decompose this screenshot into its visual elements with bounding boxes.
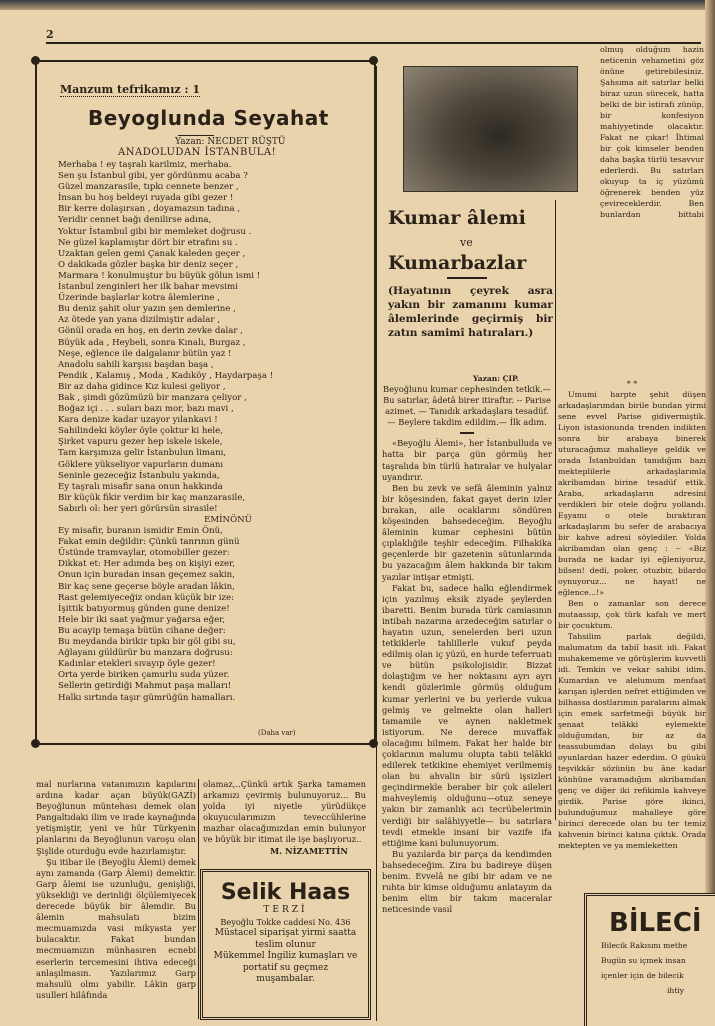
ad-line: ihtiy [667, 986, 685, 995]
poem-line: Ey taşralı misafir sana onun hakkında [58, 481, 223, 492]
article-paragraph: Bu yazılarda bir parça da kendimden bahsedeceğim. Zira bu badireye düşen benim. Evvelâ ne gibi bir adam ve ne ruhta bir kimse olduğumu anlatayım da benim elim bir takım maceralar neticesinde vasıl [382, 848, 552, 915]
poem-line: Dikkat et: Her adımda beş on kişiyi ezer, [58, 559, 236, 570]
article-column-1 [382, 384, 552, 915]
article-paragraph: Ben o zamanlar son derece mutaassıp, çok türk kafalı ve mert bir çocuktum. [558, 599, 706, 630]
poem-line: İnsan bu hoş beldeyi ruyada gibi gezer ! [58, 193, 234, 204]
title-ornament [178, 135, 214, 136]
poem-line: Yoktur İstambul gibi bir memleket doğrusu . [58, 226, 252, 237]
poem-line: Gönül orada en hoş, en derin zevke dalar , [58, 326, 243, 337]
poem-line: Kadınlar etekleri sıvayıp öyle gezer! [58, 659, 216, 670]
column-rule [376, 66, 377, 1021]
article-column-2 [558, 220, 706, 851]
poem-line: Bu deniz şahit olur yazın şen demlerine , [58, 304, 236, 315]
poem-line: Ne güzel kaplamıştır dört bir etrafını su . [58, 237, 238, 248]
article-paragraph: «Beyoğlu Âlemi», her İstanbulluda ve hatta bir parça gün görmüş her taşralıda bin türlü hatıralar ve hulyalar uyandırır. [382, 438, 552, 482]
poem-line: Bir küçük fikir verdim bir kaç manzarasile, [58, 492, 246, 503]
poem-line: Bu meydanda birikir tıpkı bir göl gibi su, [58, 637, 236, 648]
editorial-column-1 [36, 779, 196, 1001]
page-number: 2 [46, 28, 54, 41]
article-subtitle: (Hayatının çeyrek asra yakın bir zamanını kumar âlemlerinde geçirmiş bir zatın samimî hatıraları.) [388, 285, 553, 339]
rosette-ornament [369, 56, 378, 65]
rosette-ornament [31, 56, 40, 65]
rosette-ornament [31, 739, 40, 748]
article-paragraph: Ben bu zevk ve sefâ âleminin yalnız bir köşesinden, fakat gayet derin izler bırakan, aile ocaklarını söndüren köşesinden bahsedeceğim. Beyoğlu âleminin kumar cephesini bütün çıplaklığile teşhir edeceğim. Filhakika geçenlerde bir gazetenin sütunlarında bu yazacağım âlem hakkında bir takım yazılar intişar etmişti. [382, 482, 552, 582]
poem-line: Bu acayip temaşa bütün cihane değer: [58, 625, 226, 636]
article-title: Kumarbazlar [388, 252, 527, 274]
gambling-scene-photo [403, 66, 578, 192]
editorial-signature: M. NİZAMETTİN [270, 845, 348, 856]
poem-line: Uzaktan gelen gemi Çanak kaleden geçer , [58, 248, 246, 259]
poem-line: Marmara ! konulmuştur bu büyük gölun ismi ! [58, 270, 261, 281]
poem-author: Yazan: NECDET RÜŞTÜ [175, 137, 286, 147]
article-title-conjunction: ve [460, 236, 473, 249]
poem-line: Sabırlı ol: her yeri görürsün sirasile! [58, 503, 218, 514]
ad-trade: TERZİ [263, 905, 308, 915]
column-rule [198, 779, 199, 1019]
article-paragraph: Tahsilim parlak değildi, malumatım da tabiî basit idi. Fakat muhakememe ve görüşlerim kuvvetli idi. Temkin ve vekar sahibi idim. Kumardan ve alelumum menfaat karışan işlerden nefret ettiğimden ve bilhassa dostlarımın paralarını almak için emek sarfetmeği büyük bir şenaat telâkki eylemekte olduğumdan, bir az da teassubumdan dolayı bu gibi oyunlardan hazer ederdim. O güukü teşvikkâr sözünün bu âne kadar künhüne varamadığım akribamdan genç ve diğer iki refikimla kahveye girdik. Parise göre ikinci, bulunduğumuz mahalleye göre birinci derecede olan bu ter temiz kahvenin birinci katına çıktık. Orada mektepten ve ya memleketten [558, 632, 706, 850]
poem-line: Bir az daha gidince Kız kulesi geliyor , [58, 381, 226, 392]
poem-body [58, 160, 358, 704]
poem-line: Orta yerde biriken çamurlu suda yüzer. [58, 670, 230, 681]
article-summary: Beyoğlunu kumar cephesinden tetkik.— Bu satırlar, âdetâ birer itiraftır. -- Parise azimet. — Tanıdık arkadaşlara tesadüf. — Beylere takdim edildim.— İlk adım. [383, 384, 551, 428]
poem-line: Yeridir cennet bağı denilirse adına, [58, 215, 212, 226]
poem-line: Anadolu sahili karşısı başdan başa , [58, 359, 214, 370]
poem-line: Göklere yükseliyor vapurların dumanı [58, 459, 224, 470]
continued-note: (Daha var) [258, 729, 296, 737]
poem-title: Beyoglunda Seyahat [88, 106, 329, 130]
editorial-column-2 [203, 779, 366, 857]
ad-line: Bugün su içmek insan [601, 956, 686, 965]
title-rule [447, 277, 487, 279]
serial-label: Manzum tefrikamız : 1 [60, 83, 200, 96]
ad-line: içenler için de bilecik [601, 971, 684, 980]
poem-line: Halkı sırtında taşır gümrüğün hamalları. [58, 692, 236, 703]
article-author: Yazan: ÇIP. [473, 374, 520, 383]
poem-line: Güzel manzarasile, tıpkı cennete benzer , [58, 182, 239, 193]
poem-line: Sellerin getirdiği Mahmut paşa malları! [58, 681, 232, 692]
poem-line: İstanbul zenginleri her ilk bahar mevsimi [58, 282, 238, 293]
poem-line: Bir kaç sene geçerse böyle aradan lâkin, [58, 581, 235, 592]
poem-line: Ağlayanı güldürür bu manzara doğrusu: [58, 648, 233, 659]
poem-line: Onun için buradan insan geçemez sakin, [58, 570, 235, 581]
poem-line: İşittik batıyormuş günden gune denize! [58, 603, 230, 614]
poem-line: Merhaba ! ey taşralı karilmiz, merhaba. [58, 160, 232, 170]
poem-line: Üzerinde başlarlar kotra âlemlerine , [58, 293, 220, 304]
poem-line: Sahilindeki köyler öyle çoktur ki hele, [58, 426, 224, 437]
poem-line: Boğaz içi . . . suları bazı mor, bazı mavi , [58, 404, 234, 415]
poem-line: Fakat emin değildir: Çünkü tanrının günü [58, 537, 240, 548]
poem-line: Pendik , Kalamış , Moda , Kadıköy , Haydarpaşa ! [58, 370, 274, 381]
poem-section-heading: EMİNÖNÜ [204, 515, 252, 525]
poem-line: Rast gelemiyeceğiz ondan küçük bir ize: [58, 592, 235, 603]
poem-line: Kara denize kadar uzayor yılankavi ! [58, 415, 218, 426]
article-title: Kumar âlemi [388, 207, 526, 229]
poem-line: Tam karşımıza gelir İstanbulun limanı, [58, 448, 227, 459]
editorial-paragraph: Şu itibar ile (Beyoğlu Âlemi) demek aynı zamanda (Garp Âlemi) demektir. Garp âlemi ise uzunluğu, genişliği, yüksekliği ve derinliği ölçülemiyecek derecede büyük bir âlemdir. Bu âlemin mahsulatı bizim mecmuamızda vasi mikyasta yer bulacaktır. Fakat bundan mecmuamızın münhasıren ecnebi eserlerin tercemesini ihtiva edeceği anlaşılmasın. Yazılarımız Garp mahsulü olmı yabilir. Lâkin garp usulleri hilâfında [36, 856, 196, 1000]
ad-line: Bilecik Rakısını methe [601, 941, 688, 950]
tailor-advertisement [200, 869, 371, 1020]
poem-frame-top-rule [35, 60, 374, 62]
poem-frame-bottom-rule [35, 743, 374, 745]
poem-line: Büyük ada , Heybeli, sonra Kınalı, Burgaz , [58, 337, 246, 348]
raki-advertisement [584, 893, 715, 1026]
poem-line: O dakikada gözler başka bir deniz seçer , [58, 259, 239, 270]
ad-address: Beyoğlu Tokke caddesi No. 436 [220, 916, 351, 927]
ad-brand-name: BİLECİ [609, 908, 702, 938]
poem-line: Az ötede yan yana dizilmiştir adalar , [58, 315, 220, 326]
editorial-paragraph: mal nurlarına vatanımızın kapılarını ardına kadar açan büyük(GAZİ) Beyoğlunun müntehası demek olan Pangaltıdaki ilim ve irade kaynağında yetişmiştir, yeni ve hür Türkyenin planlarını da Beyoğlunun varoşu olan Şişlide oturduğu evde hazırlamıştır. [36, 779, 196, 856]
article-paragraph: Fakat bu, sadece halkı eğlendirmek için yazılmış eksik ziyade şeylerden ibaretti. Benim burada türk camiasının intibah nazarına arzedeceğim satırlar o hayatın uzun, senelerden beri uzun tetkiklerle tahlillerle vukuf peyda edilmiş olan iç yüzü, en hurde teferruatı ve bütün psikolojisidir. Bizzat dolaştığım ve her noktasını ayrı ayrı kendi gözlerimle görmüş olduğum kumar yerlerini ve bu yerlerde vukua gelmiş ve gelmekte olan halleri tamamile ve aynen nakletmek istiyorum. Ne derece muvaffak olacağımı bilmem. Fakat her halde bir çoklarının malumu olupta tabii telâkki edilerek tetkikine ehemiyet verilmemiş olan bu ahvalin bir sürü işsizleri geçindirmekle beraber bir çok aileleri mahveylemiş olduğunu—otuz seneye yakın bir zamanlık acı tecrübelerimin verdiği bir salâhiyyetle— bu satırlara tevdi etmekle insani bir vazife ifa ettiğime kani bulunuyorum. [382, 582, 552, 848]
poem-line: Sen şu İstanbul gibi, yer gördünmu acaba ? [58, 171, 248, 182]
poem-line: Neşe, eğlence ile dalgalanır bütün yaz ! [58, 348, 232, 359]
ad-line: Müstacel siparişat yirmi saatta teslim olunur [214, 928, 357, 950]
poem-line: Bak , şimdi gözümüzü bir manzara çeliyor , [58, 392, 247, 403]
section-stars: * * [626, 379, 638, 388]
poem-line: Şirket vapuru gezer hep iskele iskele, [58, 437, 223, 448]
book-binding-shadow [0, 0, 715, 10]
poem-line: Seninle gezeceğiz İstanbulu yakında, [58, 470, 220, 481]
poem-subtitle: ANADOLUDAN İSTANBULA! [118, 147, 277, 158]
article-paragraph: Umumi harpte şehit düşen arkadaşlarımdan birile bundan yirmi sene evvel Parise gidivermiştik. Liyon istasionunda trenden indikten sonra bir arabaya binerek uturacağımız mahalleye geldik ve orada İstanbuldan tanıdığım bazı mekteplilerle arkadaşlarımla akribamdan birine tesadüf ettik. Araba, arkadaşların adresini verdikleri bir otele doğru yollandı. Eşyamı o otele bıraktıran arkadaşlarım bu sefer de arabacıya bir kahve adresi söylediler. Yolda akribamdan olan genç : -- «Biz burada ne kadar iyi eğleniyoruz, bilsen! dedi, poker, otuzbir, bilardo oynuyoruz... ne hayat! ne eğlence...!» [558, 390, 706, 597]
poem-line: Ey misafir, buranın ismidir Emin Önü, [58, 526, 223, 537]
poem-line: Hele bir iki saat yağmur yağarsa eğer, [58, 614, 226, 625]
section-rule [460, 432, 474, 434]
poem-line: Üstünde tramvaylar, otomobiller gezer: [58, 548, 230, 559]
poem-line: Bir kerre dolaşırsan , doyamazsın tadına , [58, 204, 241, 215]
ad-brand-name: Selik Haas [220, 880, 351, 905]
column-rule [555, 200, 556, 820]
editorial-paragraph: olamaz,..Çünkü artık Şarka tamamen arkamızı çevirmiş bulunuyoruz... Bu yolda iyi niyetle yürüdükçe okuyucularımızın teveccühlerine mazhar olacağımızdan emin bulunyor ve büyük bir itimat ile işe başlıyoruz.. [203, 779, 366, 845]
article-paragraph: olmuş olduğum hazin neticenin vehametini göz önüne getirebilesiniz. Şahsıma ait satırlar belki biraz uzun sürecek, hatta belki de bir istirafı zünüp, bir konfesiyon mahiyyetinde olacaktır. Fakat ne çıkar! İhtimal bir çok kimseler benden daha başka türlü tesavvur ederlerdi. Bu satırları okuyup ta iç yüzümü öğrenerek benden yüz çevireceklerdir. Ben bunlardan bittabi [600, 45, 704, 219]
article-column-2-top [600, 44, 704, 220]
ad-line: Mükemmel İngiliz kumaşları ve portatif su geçmez muşambalar. [213, 951, 358, 984]
page-edge-shadow [705, 0, 715, 1023]
